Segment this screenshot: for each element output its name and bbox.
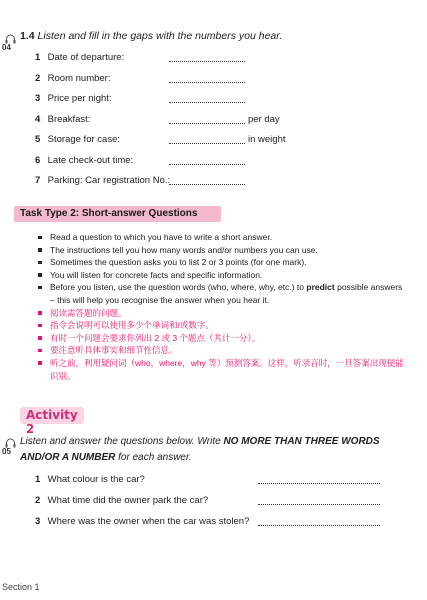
instruction-emphasis: NO MORE THAN THREE WORDS AND/OR A NUMBER xyxy=(20,436,380,463)
tip-item-chinese: 要注意听具体事实和细节性信息。 xyxy=(38,344,408,357)
exercise-number: 1.4 xyxy=(20,30,35,42)
item-number: 2 xyxy=(35,72,41,84)
gap-fill-item xyxy=(35,93,415,114)
page-footer: Section 1 xyxy=(2,582,40,592)
audio-track-number: 05 xyxy=(2,447,11,456)
item-suffix: per day xyxy=(248,113,280,125)
short-answer-item xyxy=(35,495,415,516)
item-number: 7 xyxy=(35,175,41,186)
gap-fill-item xyxy=(35,175,415,196)
item-label: Storage for case: xyxy=(47,134,120,145)
tip-item: Sometimes the question asks you to list 2 or 3 points (for one mark). xyxy=(38,256,408,269)
gap-fill-list xyxy=(35,52,415,196)
answer-gap[interactable] xyxy=(169,143,245,144)
instruction-text: for each answer. xyxy=(115,452,192,463)
question-text: Where was the owner when the car was stolen? xyxy=(47,516,250,527)
tip-keyword: predict xyxy=(306,282,335,293)
item-suffix: in weight xyxy=(248,134,286,145)
answer-gap[interactable] xyxy=(169,82,245,83)
item-number: 3 xyxy=(35,93,41,104)
activity-instruction xyxy=(20,434,390,466)
question-text: What colour is the car? xyxy=(47,474,145,485)
item-number: 1 xyxy=(35,474,41,485)
exercise-instruction: Listen and fill in the gaps with the numbers you hear. xyxy=(37,30,283,42)
audio-track-number: 04 xyxy=(2,43,11,52)
task-type-banner xyxy=(14,206,221,222)
tip-item: You will listen for concrete facts and specific information. xyxy=(38,269,408,282)
tip-item xyxy=(38,281,408,306)
tip-item-chinese: 指令会说明可以使用多少个单词和/或数字。 xyxy=(38,319,408,332)
tip-item-chinese: 阅读需答题的问题。 xyxy=(38,307,408,320)
gap-fill-item xyxy=(35,134,415,155)
item-number: 5 xyxy=(35,134,41,145)
tip-item-chinese: 听之前，利用疑问词（who，where，why 等）预测答案。这样，听录音时，一旦答案出现便能识别。 xyxy=(38,357,408,382)
item-number: 4 xyxy=(35,113,41,125)
answer-gap[interactable] xyxy=(169,164,245,165)
short-answer-item xyxy=(35,516,415,537)
audio-track-04[interactable] xyxy=(2,34,18,56)
item-label: Date of departure: xyxy=(47,52,125,63)
answer-gap[interactable] xyxy=(258,483,380,484)
tip-item: The instructions tell you how many words and/or numbers you can use. xyxy=(38,244,408,257)
short-answer-item xyxy=(35,474,415,495)
gap-fill-item xyxy=(35,114,415,135)
item-number: 1 xyxy=(35,52,41,63)
item-label: Price per night: xyxy=(47,93,112,104)
item-label: Room number: xyxy=(47,72,111,84)
question-text: What time did the owner park the car? xyxy=(47,495,209,506)
answer-gap[interactable] xyxy=(258,504,380,505)
answer-gap[interactable] xyxy=(169,61,245,62)
item-label: Late check-out time: xyxy=(47,154,134,166)
item-label: Breakfast: xyxy=(47,113,91,125)
short-answer-list xyxy=(35,474,415,537)
tips-list xyxy=(38,231,408,382)
gap-fill-item xyxy=(35,155,415,176)
tip-text: possible answers – this will help you recognise the answer when you hear it. xyxy=(50,282,403,305)
tip-item: Read a question to which you have to write a short answer. xyxy=(38,231,408,244)
activity-label xyxy=(20,407,84,436)
item-number: 2 xyxy=(35,495,41,506)
item-number: 6 xyxy=(35,154,41,166)
tip-item-chinese: 有时一个问题会要求你列出 2 或 3 个题点（共计一分）。 xyxy=(38,332,408,345)
instruction-text: Listen and answer the questions below. Write xyxy=(20,436,224,447)
answer-gap[interactable] xyxy=(169,123,245,124)
item-label: Parking: Car registration No.: xyxy=(47,175,171,186)
answer-gap[interactable] xyxy=(169,184,245,185)
answer-gap[interactable] xyxy=(169,102,245,103)
task-type-title: Task Type 2: Short-answer Questions xyxy=(20,208,198,219)
gap-fill-item xyxy=(35,73,415,94)
exercise-heading xyxy=(20,30,282,42)
item-number: 3 xyxy=(35,516,41,527)
activity-title: Activity 2 xyxy=(26,408,78,436)
gap-fill-item xyxy=(35,52,415,73)
audio-track-05[interactable] xyxy=(2,438,18,460)
tip-text: Before you listen, use the question words (who, where, why, etc.) to xyxy=(50,282,307,293)
answer-gap[interactable] xyxy=(258,525,380,526)
